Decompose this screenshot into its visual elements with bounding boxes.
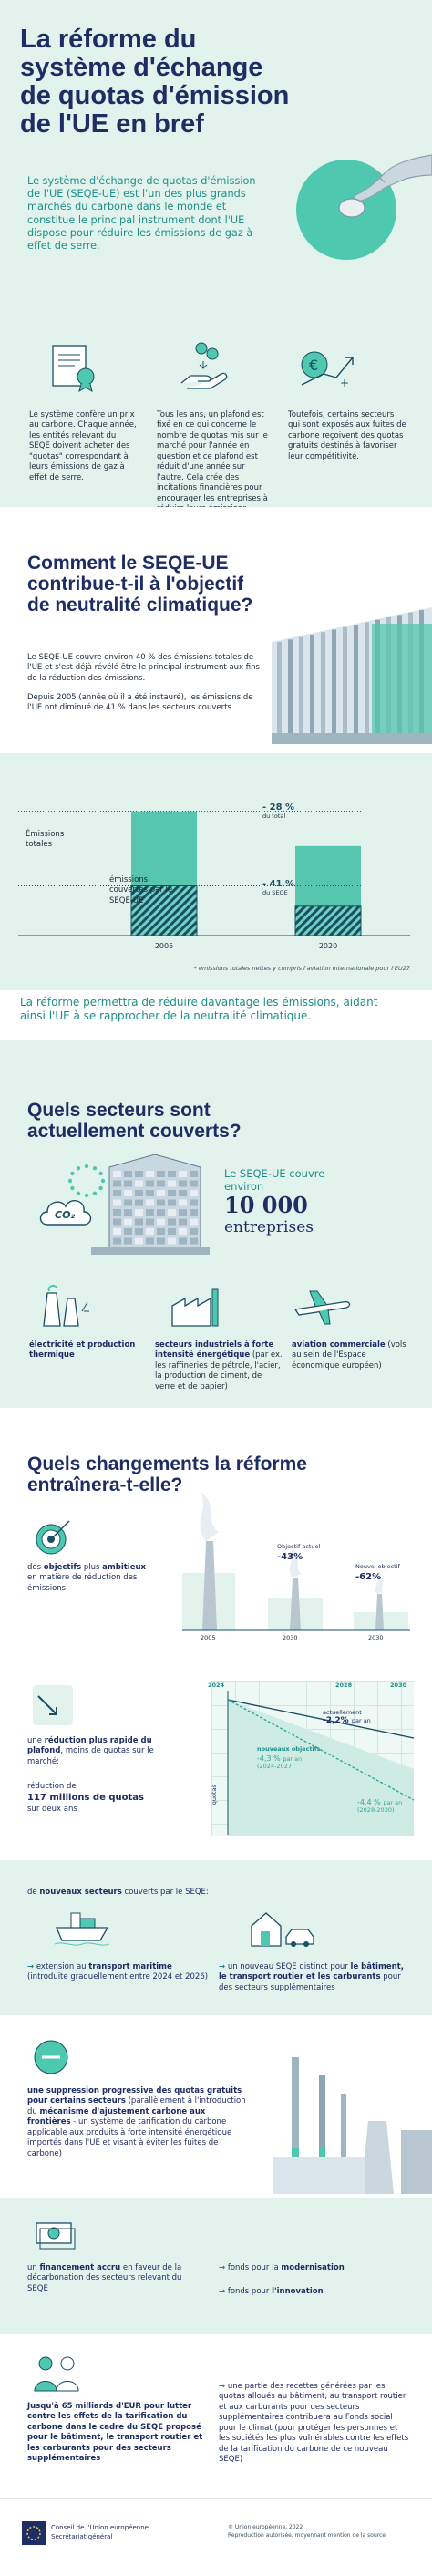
free-allowances-bold: une suppression progressive des quotas gratuits pour certains secteurs <box>27 2086 242 2106</box>
window <box>157 1228 165 1235</box>
phase-out-icon <box>31 2037 71 2077</box>
objectives-bold2: ambitieux <box>102 1563 147 1572</box>
window <box>135 1190 143 1196</box>
co2-label: CO₂ <box>55 1209 76 1221</box>
trend-chart-icon <box>296 337 360 392</box>
annotation-total-value: - 28 % <box>262 802 295 812</box>
coverage-line: Le SEQE-UE couvre environ <box>224 1167 325 1193</box>
changes-title: Quels changements la réforme entraînera-t-elle? <box>27 1454 307 1495</box>
free-allowances-mid: (parallèlement à l'introduction du <box>27 2096 246 2116</box>
tick-label-2020: 2020 <box>318 942 338 950</box>
building-column <box>365 622 369 744</box>
arrow-icon: → <box>219 2263 226 2272</box>
building-column <box>332 630 336 745</box>
page-title: La réforme du système d'échange de quotas d'émission de l'UE en bref <box>20 25 290 139</box>
window <box>157 1200 165 1206</box>
funding-text <box>27 2263 201 2294</box>
new-sectors-title <box>27 1888 301 1898</box>
objectives-mid: plus <box>81 1563 103 1572</box>
window <box>179 1200 187 1206</box>
sector-item-3-bold: aviation commerciale <box>292 1340 386 1350</box>
tick-label-2005: 2005 <box>154 942 174 950</box>
arrow-icon: → <box>27 1962 35 1971</box>
objectives-post: en matière de réduction des émissions <box>27 1573 138 1593</box>
neutrality-p1: Le SEQE-UE couvre environ 40 % des émissions totales de l'UE et s'est déjà révélé être le principal instrument aux fins de la réduction des émissions. <box>27 653 260 683</box>
window <box>190 1228 198 1235</box>
principle-text-1: Le système confère un prix au carbone. Chaque année, les entités relevant du SEQE doivent acheter des "quotas" correspondant à leurs émissions de gaz à effet de serre. <box>29 410 137 482</box>
maritime-bold: transport maritime <box>88 1962 172 1971</box>
annotation-covered-value: - 41 % <box>262 879 295 889</box>
objectives-pre: des <box>27 1563 44 1572</box>
window <box>124 1190 132 1196</box>
neutrality-conclusion-section <box>0 990 432 1040</box>
new-sectors-section <box>0 1860 432 2015</box>
window <box>113 1238 121 1245</box>
sector-item-2-bold: secteurs industriels à forte intensité énergétique <box>155 1340 274 1360</box>
coverage-count: 10 000 <box>224 1192 308 1218</box>
objectives-text <box>27 1563 155 1594</box>
building-column <box>354 625 358 744</box>
coverage-callout <box>224 1167 406 1236</box>
footer-copy2: Reproduction autorisée, moyennant mention de la source <box>228 2532 386 2539</box>
new-sectors-title-post: couverts par le SEQE: <box>121 1888 209 1897</box>
power-plant-icon <box>36 1284 91 1328</box>
window <box>190 1219 198 1226</box>
star-icon <box>68 1179 72 1183</box>
star-icon <box>70 1172 74 1175</box>
new-sectors-title-bold: nouveaux secteurs <box>39 1888 122 1897</box>
window <box>168 1219 176 1226</box>
window <box>135 1238 143 1245</box>
window <box>190 1171 198 1177</box>
window <box>113 1219 121 1226</box>
neutrality-p2: Depuis 2005 (année où il a été instauré), les émissions de l'UE ont diminué de 41 % dans les secteurs couverts. <box>27 693 253 713</box>
neutrality-conclusion: La réforme permettra de réduire davantage les émissions, aidant ainsi l'UE à se rapprocher de la neutralité climatique. <box>20 996 378 1022</box>
window <box>124 1171 132 1177</box>
chart-footnote: * émissions totales nettes y compris l'aviation internationale pour l'EU27 <box>193 965 410 972</box>
cap-post: , moins de quotas sur le marché: <box>27 1746 154 1766</box>
cap-pre: une <box>27 1736 45 1745</box>
cap-year-2028: 2028 <box>335 1681 353 1689</box>
new-target-label: Nouvel objectif <box>355 1563 400 1570</box>
council-logo-icon <box>22 2521 46 2545</box>
cap-detail <box>27 1782 173 1815</box>
window <box>190 1181 198 1187</box>
window <box>179 1228 187 1235</box>
neutrality-title: Comment le SEQE-UE contribue-t-il à l'objectif de neutralité climatique? <box>27 553 253 616</box>
fund1-pre: fonds pour la <box>227 2263 282 2272</box>
buildings-bold: le bâtiment, le transport routier et les carburants <box>219 1962 404 1982</box>
window <box>168 1181 176 1187</box>
cap-new1 <box>257 1754 302 1771</box>
window <box>168 1190 176 1196</box>
building-column <box>299 637 303 744</box>
svg-text:€: € <box>309 357 319 374</box>
building-illustration <box>253 605 432 744</box>
window <box>157 1219 165 1226</box>
window <box>179 1238 187 1245</box>
window <box>124 1200 132 1206</box>
star-icon <box>77 1166 80 1170</box>
cap-detail-post: sur deux ans <box>27 1804 77 1814</box>
arrow-icon: → <box>219 1962 226 1971</box>
window <box>146 1181 154 1187</box>
window <box>168 1228 176 1235</box>
funding-section <box>0 2198 432 2334</box>
cap-detail-bold: 117 millions de quotas <box>27 1793 144 1804</box>
new-target-value: -62% <box>355 1572 382 1582</box>
year-2030-a: 2030 <box>283 1634 298 1641</box>
fund2-bold: l'innovation <box>272 2287 324 2296</box>
cap-new2-period: (2028-2030) <box>357 1806 395 1815</box>
window <box>157 1181 165 1187</box>
building-column <box>310 635 314 744</box>
footer-copyright <box>228 2523 386 2540</box>
cap-chart <box>208 1681 414 1836</box>
window <box>124 1219 132 1226</box>
window <box>168 1171 176 1177</box>
cap-bold: réduction plus rapide du plafond <box>27 1736 152 1756</box>
cap-detail-pre: réduction de <box>27 1782 77 1791</box>
window <box>146 1171 154 1177</box>
footer-org2: Secrétariat général <box>51 2533 113 2540</box>
window <box>168 1209 176 1216</box>
social-fund-left <box>27 2402 210 2465</box>
new-sector-maritime <box>27 1962 210 1983</box>
sector-item-3-text: (vols au sein de l'Espace économique européen) <box>292 1340 406 1371</box>
coverage-unit: entreprises <box>224 1218 314 1236</box>
window <box>124 1228 132 1235</box>
certificate-icon <box>47 342 102 391</box>
cap-new1-period: (2024-2027) <box>257 1763 294 1771</box>
window <box>124 1238 132 1245</box>
header-section <box>0 0 432 292</box>
cap-new2 <box>357 1798 402 1815</box>
window <box>135 1181 143 1187</box>
arrow-icon: → <box>219 2287 226 2296</box>
cap-current-unit: par an <box>351 1717 371 1724</box>
principles-section <box>0 292 432 507</box>
window <box>135 1200 143 1206</box>
hand-coins-icon <box>178 337 232 392</box>
window <box>113 1181 121 1187</box>
buildings-pre: un nouveau SEQE distinct pour <box>227 1962 351 1971</box>
building-column <box>277 642 282 744</box>
cap-current-label: actuellement <box>323 1709 362 1716</box>
factory-icon <box>169 1284 223 1328</box>
new-sector-buildings <box>219 1962 410 1993</box>
ship-icon <box>55 1908 109 1948</box>
hand-with-coin-icon <box>301 128 432 237</box>
cap-year-2030: 2030 <box>390 1681 407 1689</box>
neutrality-section <box>0 507 432 990</box>
changes-section <box>0 1408 432 1860</box>
window <box>124 1181 132 1187</box>
bar-covered-2020 <box>295 906 361 936</box>
window <box>146 1228 154 1235</box>
arrow-icon: → <box>219 2382 226 2391</box>
fund-innovation <box>219 2287 401 2297</box>
principle-text-3: Toutefois, certains secteurs qui sont exposés aux fuites de carbone reçoivent des quotas gratuits destinés à favoriser leur compétitivité. <box>288 410 406 461</box>
sector-item-3 <box>292 1340 410 1371</box>
window <box>146 1190 154 1196</box>
objectives-bold: objectifs <box>43 1563 82 1572</box>
window <box>124 1209 132 1216</box>
window <box>157 1238 165 1245</box>
window <box>113 1190 121 1196</box>
annotation-total <box>262 802 326 820</box>
window <box>179 1209 187 1216</box>
funding-bold: financement accru <box>39 2263 121 2272</box>
bar-total-2020 <box>295 846 361 906</box>
legend-covered: émissions couvertes par le SEQE-UE <box>109 875 173 905</box>
window <box>146 1209 154 1216</box>
window <box>113 1209 121 1216</box>
sector-item-1 <box>29 1340 139 1361</box>
window <box>135 1209 143 1216</box>
cap-new1-value: -4,3 % <box>257 1754 281 1763</box>
window <box>135 1228 143 1235</box>
fund2-pre: fonds pour <box>227 2287 273 2296</box>
window <box>113 1228 121 1235</box>
window <box>157 1171 165 1177</box>
social-fund-right <box>219 2382 410 2466</box>
sector-item-2-text: (par ex. les raffineries de pétrole, l'acier, la production de ciment, de verre et de papier) <box>155 1350 283 1391</box>
footer-copy1: © Union européenne, 2022 <box>228 2524 303 2530</box>
old-target-label: Objectif actuel <box>277 1543 321 1550</box>
cap-current-value <box>323 1716 371 1725</box>
cap-new-label: nouveaux objectifs <box>257 1745 321 1753</box>
window <box>157 1209 165 1216</box>
cap-new2-value: -4,4 % <box>357 1798 381 1806</box>
old-target-value: -43% <box>277 1552 303 1562</box>
maritime-pre: extension au <box>36 1962 89 1971</box>
sector-item-1-bold: électricité et production thermique <box>29 1340 136 1360</box>
window <box>190 1190 198 1196</box>
window <box>179 1219 187 1226</box>
social-fund-right-text: une partie des recettes générées par les quotas alloués au bâtiment, au transport routier et aux carburants pour des secteurs supplémentaires contribuera au Fonds social pour le climat (pour protéger les personnes et les sociétés les plus vulnérables contre les effets de la tarification du carbone de ce nouveau SEQE) <box>219 2382 409 2465</box>
annotation-covered-label: du SEQE <box>262 889 288 896</box>
sectors-title: Quels secteurs sont actuellement couverts? <box>27 1100 242 1142</box>
window <box>157 1190 165 1196</box>
window <box>190 1238 198 1245</box>
sector-item-2 <box>155 1340 283 1392</box>
fund1-bold: modernisation <box>281 2263 345 2272</box>
free-allowances-post: - un système de tarification du carbone applicable aux produits à forte intensité énergétique importés dans l'UE et visant à éviter les fuites de carbone) <box>27 2117 232 2158</box>
footer-org <box>51 2523 149 2541</box>
down-arrow-icon <box>31 1681 77 1727</box>
year-2030-b: 2030 <box>368 1634 384 1641</box>
window <box>135 1171 143 1177</box>
window <box>113 1200 121 1206</box>
target-icon <box>33 1517 73 1557</box>
window <box>190 1200 198 1206</box>
buildings-post: pour des secteurs supplémentaires <box>219 1972 401 1992</box>
window <box>168 1238 176 1245</box>
window <box>179 1171 187 1177</box>
people-icon <box>31 2353 86 2393</box>
footer <box>0 2498 432 2576</box>
free-allowances-bold2: mécanisme d'ajustement carbone aux frontières <box>27 2106 206 2127</box>
window <box>179 1190 187 1196</box>
social-fund-section <box>0 2334 432 2498</box>
cap-text <box>27 1736 182 1767</box>
cap-ylabel: quotas <box>210 1785 218 1805</box>
funding-post: en faveur de la décarbonation des secteurs relevant du SEQE <box>27 2263 182 2293</box>
cap-current-value-num: -2,2% <box>323 1716 349 1725</box>
new-sectors-title-pre: de <box>27 1888 40 1897</box>
house-car-icon <box>248 1904 321 1950</box>
industrial-plant-illustration <box>273 2048 432 2194</box>
cap-new2-unit: par an <box>383 1799 403 1806</box>
emissions-chart-svg <box>0 753 432 972</box>
funding-pre: un <box>27 2263 40 2272</box>
window <box>113 1171 121 1177</box>
annotation-total-label: du total <box>262 812 286 820</box>
footer-org1: Conseil de l'Union européenne <box>51 2524 149 2531</box>
money-icon <box>33 2214 78 2254</box>
emissions-chart <box>0 753 432 990</box>
annotation-covered <box>262 879 326 896</box>
star-icon <box>85 1164 88 1168</box>
building-column <box>321 632 325 744</box>
maritime-post: (introduite graduellement entre 2024 et 2026) <box>27 1972 209 1982</box>
window <box>146 1219 154 1226</box>
window <box>190 1209 198 1216</box>
intro-text: Le système d'échange de quotas d'émission de l'UE (SEQE-UE) est l'un des plus grands marchés du carbone dans le monde et constitue le principal instrument dont l'UE dispose pour réduire les émissions de gaz à effet de serre. <box>27 175 256 253</box>
cap-year-2024: 2024 <box>208 1681 225 1689</box>
window <box>179 1181 187 1187</box>
year-2005: 2005 <box>201 1634 216 1641</box>
window <box>146 1238 154 1245</box>
airplane-icon <box>292 1284 355 1328</box>
fund-modernisation <box>219 2263 401 2273</box>
svg-text:+: + <box>340 377 350 389</box>
cap-new1-unit: par an <box>283 1755 303 1763</box>
office-building-icon <box>91 1149 210 1255</box>
window <box>135 1219 143 1226</box>
legend-total: Émissions totales <box>26 830 65 850</box>
sectors-section <box>0 1040 432 1408</box>
building-column <box>343 627 347 744</box>
building-column <box>288 639 293 744</box>
principle-text-2: Tous les ans, un plafond est fixé en ce qui concerne le nombre de quotas mis sur le marché pour l'année en question et ce plafond est réduit d'une année sur l'autre. Cela crée des incitations financières pour encourager les entreprises à <box>157 410 268 503</box>
free-allowances-section <box>0 2015 432 2198</box>
window <box>146 1200 154 1206</box>
free-allowances-text <box>27 2086 246 2159</box>
window <box>168 1200 176 1206</box>
social-fund-left-bold: Jusqu'à 65 milliards d'EUR pour lutter contre les effets de la tarification du carbone dans le cadre du SEQE proposé pour le bâtiment, le transport routier et les carburants pour des secteurs supplémentaires <box>27 2402 203 2464</box>
